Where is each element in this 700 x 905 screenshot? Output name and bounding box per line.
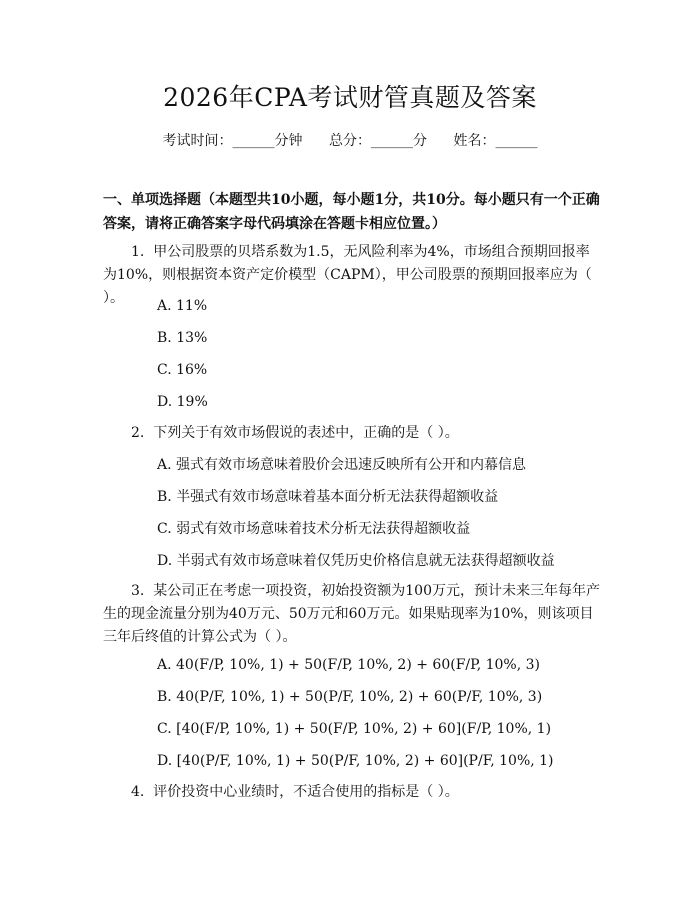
- question-1-option-d: D. 19%: [157, 394, 208, 410]
- question-2-option-b: B. 半强式有效市场意味着基本面分析无法获得超额收益: [157, 489, 499, 505]
- question-number: 4.: [131, 784, 145, 800]
- question-3-option-c: C. [40(F/P, 10%, 1) + 50(F/P, 10%, 2) + 60](F/P, 10%, 1): [157, 721, 552, 737]
- page-title: 2026年CPA考试财管真题及答案: [163, 83, 537, 112]
- question-2-option-a: A. 强式有效市场意味着股价会迅速反映所有公开和内幕信息: [157, 457, 527, 473]
- question-4: [103, 781, 603, 804]
- exam-time-field: 考试时间：______分钟: [162, 133, 303, 149]
- question-2: [103, 422, 603, 445]
- question-number: 3.: [131, 583, 145, 599]
- question-1-option-a: A. 11%: [157, 298, 208, 314]
- question-3-option-d: D. [40(P/F, 10%, 1) + 50(P/F, 10%, 2) + 60](P/F, 10%, 1): [157, 753, 554, 769]
- question-number: 1.: [131, 244, 145, 260]
- question-number: 2.: [131, 425, 145, 441]
- name-field: 姓名：______: [453, 133, 538, 149]
- section-heading: 一、单项选择题（本题型共10小题，每小题1分，共10分。每小题只有一个正确答案，请将正确答案字母代码填涂在答题卡相应位置。）: [103, 192, 600, 232]
- total-score-field: 总分：______分: [329, 133, 427, 149]
- question-stem: 甲公司股票的贝塔系数为1.5，无风险利率为4%，市场组合预期回报率为10%，则根据资本资产定价模型（CAPM），甲公司股票的预期回报率应为（ ）。: [103, 244, 592, 306]
- question-3-option-a: A. 40(F/P, 10%, 1) + 50(F/P, 10%, 2) + 60(F/P, 10%, 3): [157, 657, 541, 673]
- question-3: [103, 580, 603, 649]
- question-stem: 评价投资中心业绩时，不适合使用的指标是（ ）。: [153, 784, 459, 800]
- question-2-option-c: C. 弱式有效市场意味着技术分析无法获得超额收益: [157, 521, 471, 537]
- question-3-option-b: B. 40(P/F, 10%, 1) + 50(P/F, 10%, 2) + 60(P/F, 10%, 3): [157, 689, 543, 705]
- question-2-option-d: D. 半弱式有效市场意味着仅凭历史价格信息就无法获得超额收益: [157, 553, 555, 569]
- exam-info: [0, 130, 700, 150]
- question-stem: 下列关于有效市场假说的表述中，正确的是（ ）。: [153, 425, 459, 441]
- question-1-option-c: C. 16%: [157, 362, 208, 378]
- question-1-option-b: B. 13%: [157, 330, 208, 346]
- question-stem: 某公司正在考虑一项投资，初始投资额为100万元，预计未来三年每年产生的现金流量分别为40万元、50万元和60万元。如果贴现率为10%，则该项目三年后终值的计算公式为（ ）。: [103, 583, 600, 645]
